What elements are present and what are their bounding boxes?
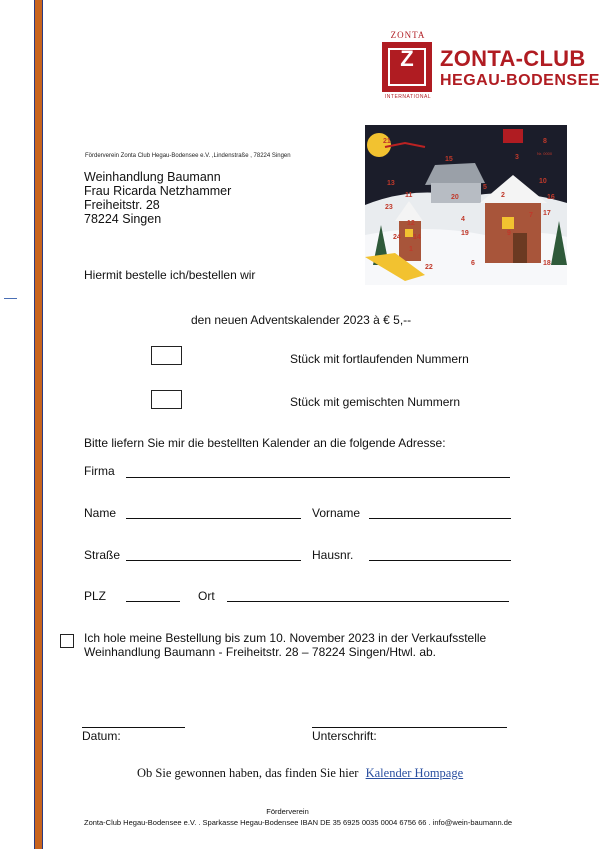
door-number: 6 xyxy=(471,260,475,267)
winner-note xyxy=(137,766,463,781)
logo-international-text: INTERNATIONAL xyxy=(384,94,432,100)
door-number: 9 xyxy=(507,230,511,237)
door-number: 16 xyxy=(547,194,555,201)
hausnr-label: Hausnr. xyxy=(312,548,354,562)
option-mixed-label: Stück mit gemischten Nummern xyxy=(290,395,461,409)
recipient-line-1: Weinhandlung Baumann xyxy=(84,170,221,184)
door-number: 12 xyxy=(407,220,415,227)
door-number: 5 xyxy=(483,184,487,191)
calendar-homepage-link[interactable]: Kalender Hompage xyxy=(365,766,464,780)
strasse-field[interactable] xyxy=(126,560,301,561)
logo-zonta-text: ZONTA xyxy=(390,30,426,40)
winner-text: Ob Sie gewonnen haben, das finden Sie hier xyxy=(137,766,359,780)
door-number: 11 xyxy=(405,192,413,199)
hausnr-field[interactable] xyxy=(369,560,511,561)
pickup-checkbox[interactable] xyxy=(60,634,74,648)
ort-label: Ort xyxy=(198,589,215,603)
footer-bank-info: Zonta-Club Hegau-Bodensee e.V. . Sparkasse Hegau-Bodensee IBAN DE 35 6925 0035 0004 6756 66 . info@wein-baumann.de xyxy=(84,818,513,827)
name-field[interactable] xyxy=(126,518,301,519)
door-number: 17 xyxy=(543,210,551,217)
door-number: 18 xyxy=(543,260,551,267)
order-intro: Hiermit bestelle ich/bestellen wir xyxy=(84,268,256,282)
door-number: 20 xyxy=(451,194,459,201)
door-number: 4 xyxy=(461,216,465,223)
plz-field[interactable] xyxy=(126,601,180,602)
quantity-box-sequential[interactable] xyxy=(151,346,182,365)
datum-label: Datum: xyxy=(82,729,121,743)
sender-line: Förderverein Zonta Club Hegau-Bodensee e.V. ,Lindenstraße , 78224 Singen xyxy=(85,153,291,159)
datum-field[interactable] xyxy=(82,727,185,728)
door-number: 22 xyxy=(425,264,433,271)
plz-label: PLZ xyxy=(84,589,107,603)
pickup-line-2: Weinhandlung Baumann - Freiheitstr. 28 – 78224 Singen/Htwl. ab. xyxy=(84,645,436,659)
logo-emblem-icon xyxy=(382,42,432,92)
door-number: 1 xyxy=(409,246,413,253)
zonta-logo xyxy=(380,30,600,105)
door-number: 21 xyxy=(383,138,391,145)
door-number: 8 xyxy=(543,138,547,145)
recipient-line-2: Frau Ricarda Netzhammer xyxy=(84,184,232,198)
unterschrift-label: Unterschrift: xyxy=(312,729,377,743)
door-number: 19 xyxy=(461,230,469,237)
firma-label: Firma xyxy=(84,464,115,478)
advent-calendar-image xyxy=(365,125,567,285)
door-number: 7 xyxy=(529,212,533,219)
vorname-field[interactable] xyxy=(369,518,511,519)
firma-field[interactable] xyxy=(126,477,510,478)
calendar-badge: Nr. 0000 xyxy=(537,151,553,156)
door-number: 13 xyxy=(387,180,395,187)
door-number: 24 xyxy=(393,234,401,241)
margin-mark xyxy=(4,298,17,299)
name-label: Name xyxy=(84,506,117,520)
delivery-intro: Bitte liefern Sie mir die bestellten Kalender an die folgende Adresse: xyxy=(84,436,446,450)
door-number: 15 xyxy=(445,156,453,163)
logo-region: HEGAU-BODENSEE xyxy=(440,72,600,89)
door-number: 3 xyxy=(515,154,519,161)
logo-club-name: ZONTA-CLUB xyxy=(440,46,586,71)
ort-field[interactable] xyxy=(227,601,509,602)
recipient-line-4: 78224 Singen xyxy=(84,212,162,226)
quantity-box-mixed[interactable] xyxy=(151,390,182,409)
side-bar xyxy=(34,0,43,849)
door-number: 2 xyxy=(501,192,505,199)
strasse-label: Straße xyxy=(84,548,121,562)
logo-emblem-letter: Z xyxy=(400,46,414,71)
signature-field[interactable] xyxy=(312,727,507,728)
door-number: 10 xyxy=(539,178,547,185)
vorname-label: Vorname xyxy=(312,506,361,520)
door-number: 14 xyxy=(413,234,421,241)
footer-title: Förderverein xyxy=(266,807,309,816)
pickup-line-1: Ich hole meine Bestellung bis zum 10. November 2023 in der Verkaufsstelle xyxy=(84,631,487,645)
recipient-line-3: Freiheitstr. 28 xyxy=(84,198,160,212)
option-sequential-label: Stück mit fortlaufenden Nummern xyxy=(290,352,469,366)
door-number: 23 xyxy=(385,204,393,211)
product-line: den neuen Adventskalender 2023 à € 5,-- xyxy=(191,313,412,327)
